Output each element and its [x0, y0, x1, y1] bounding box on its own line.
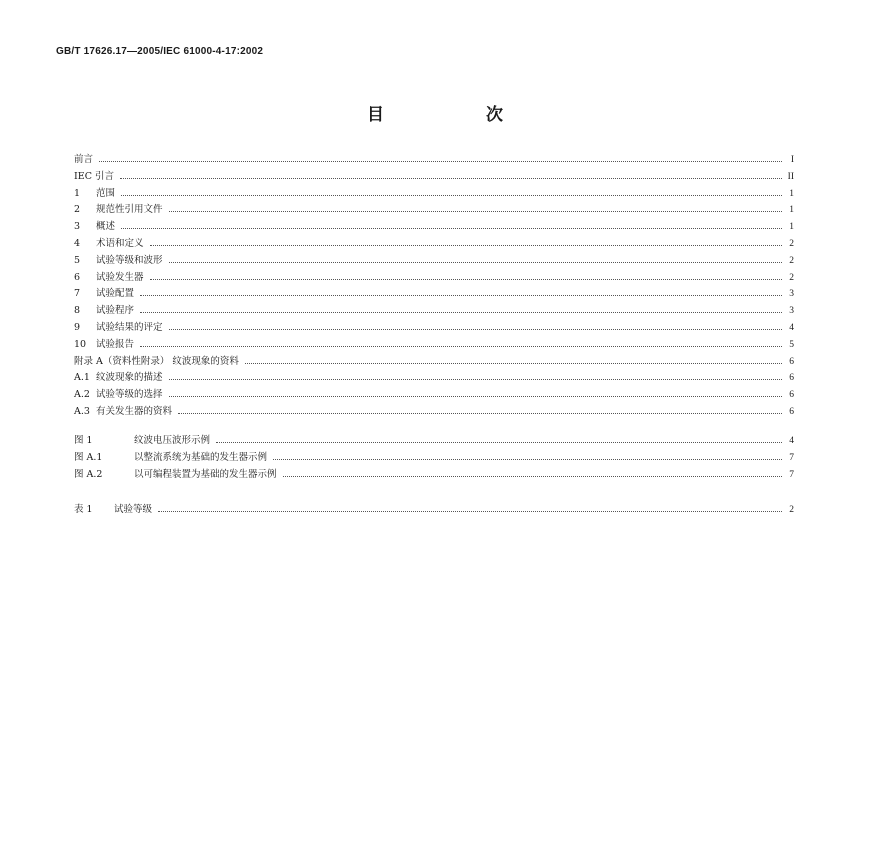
- toc-entry-number: 6: [74, 271, 81, 283]
- toc-entry[interactable]: [74, 337, 794, 354]
- toc-entry-label: [74, 202, 167, 219]
- toc-entry-page: I: [790, 155, 794, 165]
- page-title: 目 次: [367, 105, 551, 125]
- toc-entry-page: 1: [789, 188, 794, 199]
- toc-entry-label: [74, 354, 243, 371]
- toc-entry[interactable]: [74, 236, 794, 253]
- toc-entry-number: 4: [74, 237, 81, 249]
- dot-leader: [150, 278, 782, 280]
- toc-entry-number: 图 A.1: [74, 451, 103, 463]
- toc-entry-number: A.1: [74, 372, 90, 384]
- toc-entry-number: 10: [74, 338, 87, 350]
- dot-leader: [283, 475, 782, 477]
- toc-entry[interactable]: [74, 270, 794, 287]
- dot-leader: [169, 328, 782, 330]
- toc-main-list: [74, 152, 794, 421]
- toc-entry-text: 试验配置: [96, 288, 135, 300]
- dot-leader: [169, 395, 782, 397]
- toc-entry-label: [74, 320, 167, 337]
- toc-entry-page: 6: [789, 390, 794, 401]
- dot-leader: [169, 210, 782, 212]
- toc-entry-text: 试验程序: [96, 305, 135, 317]
- toc-entry-number: A.3: [74, 405, 90, 417]
- toc-entry[interactable]: [74, 303, 794, 320]
- toc-entry[interactable]: [74, 450, 794, 467]
- dot-leader: [178, 412, 782, 414]
- toc-entry-page: 7: [789, 452, 794, 463]
- dot-leader: [150, 244, 782, 246]
- toc-entry[interactable]: [74, 152, 794, 169]
- toc-entry-number: 图 A.2: [74, 468, 103, 480]
- toc-entry-text: 试验发生器: [96, 271, 144, 283]
- toc-entry-label: [74, 186, 119, 203]
- toc-entry-text: 试验等级: [114, 504, 153, 515]
- dot-leader: [273, 458, 782, 460]
- toc-entry-label: [74, 303, 138, 320]
- toc-entry-label: [74, 286, 138, 303]
- toc-entry-label: [74, 404, 176, 421]
- toc-entry[interactable]: [74, 169, 794, 186]
- toc-entry-text: 规范性引用文件: [96, 204, 163, 216]
- toc-entry-number: 5: [74, 254, 81, 266]
- toc-entry-text: 纹波现象的描述: [96, 372, 163, 384]
- toc-entry-text: 有关发生器的资料: [96, 405, 173, 417]
- toc-entry[interactable]: [74, 433, 794, 450]
- toc-entry-number: 表 1: [74, 504, 93, 515]
- dot-leader: [121, 194, 782, 196]
- toc-entry-page: 2: [789, 255, 794, 266]
- dot-leader: [140, 311, 782, 313]
- standard-code-header: GB/T 17626.17—2005/IEC 61000-4-17:2002: [56, 46, 264, 57]
- toc-entry-text: 纹波电压波形示例: [134, 435, 211, 446]
- toc-entry-text: IEC 引言: [74, 170, 114, 182]
- toc-entry-number: A.2: [74, 389, 90, 401]
- toc-entry-text: 术语和定义: [96, 237, 144, 249]
- dot-leader: [140, 345, 782, 347]
- toc-entry[interactable]: [74, 202, 794, 219]
- toc-entry-label: [74, 270, 148, 287]
- toc-entry-number: 图 1: [74, 435, 93, 446]
- toc-entry[interactable]: [74, 320, 794, 337]
- toc-entry-text: 试验等级和波形: [96, 254, 163, 266]
- toc-entry-page: 3: [789, 306, 794, 317]
- toc-entry-label: [74, 236, 148, 253]
- toc-entry-text: 试验等级的选择: [96, 389, 163, 401]
- dot-leader: [140, 294, 782, 296]
- toc-entry-label: [74, 467, 281, 484]
- toc-entry-page: 1: [789, 222, 794, 233]
- toc-entry-label: [74, 433, 214, 450]
- toc-figures-list: [74, 433, 794, 483]
- toc-entry-text: 范围: [96, 187, 116, 199]
- toc-entry-page: 1: [789, 205, 794, 216]
- dot-leader: [158, 510, 782, 512]
- toc-tables-list: [74, 502, 794, 519]
- dot-leader: [169, 261, 782, 263]
- toc-entry-page: 6: [789, 356, 794, 367]
- toc-entry-page: 7: [789, 469, 794, 480]
- toc-entry-text: 试验报告: [96, 338, 135, 350]
- toc-entry-number: 7: [74, 288, 81, 300]
- toc-entry[interactable]: [74, 502, 794, 519]
- toc-entry[interactable]: [74, 186, 794, 203]
- toc-entry-number: 3: [74, 221, 81, 233]
- toc-entry-page: 5: [789, 339, 794, 350]
- toc-entry-label: [74, 253, 167, 270]
- toc-entry[interactable]: [74, 253, 794, 270]
- toc-entry-label: [74, 169, 118, 186]
- toc-entry-text: 前言: [74, 154, 94, 165]
- toc-entry-number: 2: [74, 204, 81, 216]
- toc-entry-text: 附录 A（资料性附录） 纹波现象的资料: [74, 355, 239, 367]
- dot-leader: [169, 378, 782, 380]
- toc-entry[interactable]: [74, 404, 794, 421]
- toc-entry-label: [74, 152, 97, 169]
- dot-leader: [216, 441, 782, 443]
- toc-entry-label: [74, 450, 271, 467]
- toc-entry-text: 试验结果的评定: [96, 321, 163, 333]
- toc-entry[interactable]: [74, 354, 794, 371]
- toc-entry-label: [74, 387, 167, 404]
- toc-entry[interactable]: [74, 219, 794, 236]
- dot-leader: [120, 177, 782, 179]
- toc-entry-label: [74, 502, 156, 519]
- toc-entry[interactable]: [74, 286, 794, 303]
- toc-entry-label: [74, 370, 167, 387]
- toc-entry[interactable]: [74, 387, 794, 404]
- toc-entry-page: 2: [789, 272, 794, 283]
- dot-leader: [245, 362, 782, 364]
- toc-entry-page: 4: [789, 436, 794, 446]
- toc-entry-page: 3: [789, 289, 794, 300]
- toc-entry-page: 6: [789, 373, 794, 384]
- toc-entry-label: [74, 337, 138, 354]
- toc-entry-label: [74, 219, 119, 236]
- toc-entry-page: 6: [789, 406, 794, 417]
- toc-entry-number: 8: [74, 305, 81, 317]
- toc-entry-text: 以可编程装置为基础的发生器示例: [134, 468, 277, 480]
- toc-entry[interactable]: [74, 370, 794, 387]
- toc-entry-text: 概述: [96, 221, 116, 233]
- toc-entry-text: 以整流系统为基础的发生器示例: [134, 451, 268, 463]
- toc-entry-page: 4: [789, 322, 794, 333]
- toc-entry-number: 1: [74, 187, 81, 199]
- toc-entry-page: II: [787, 171, 794, 182]
- dot-leader: [121, 227, 782, 229]
- dot-leader: [99, 160, 782, 162]
- toc-entry-number: 9: [74, 321, 81, 333]
- toc-entry-page: 2: [789, 238, 794, 249]
- toc-entry-page: 2: [789, 505, 794, 515]
- toc-entry[interactable]: [74, 467, 794, 484]
